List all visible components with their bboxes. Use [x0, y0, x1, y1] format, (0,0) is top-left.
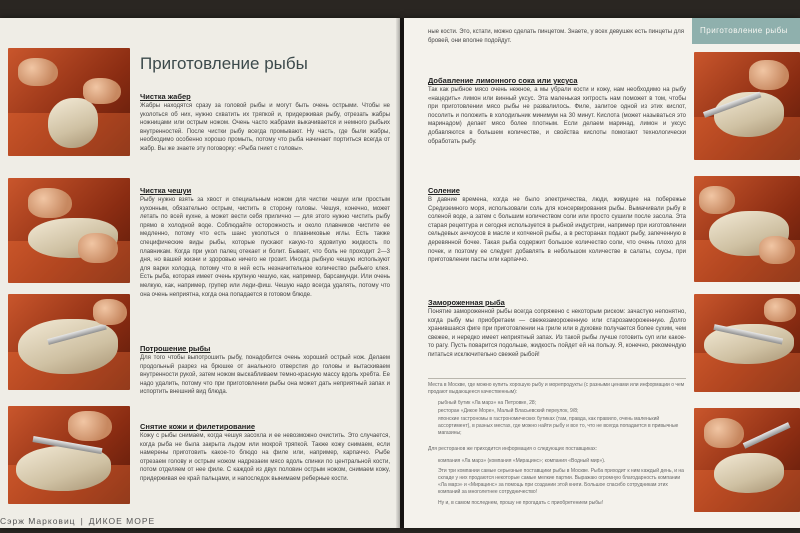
photo-gills-removal — [8, 48, 130, 156]
note-item-1: рыбный бутик «Ла марэ» на Петровке, 28; — [438, 400, 537, 406]
photo-scaling — [8, 178, 130, 283]
section-heading-lemon: Добавление лимонного сока или уксуса — [428, 76, 578, 85]
section-text-salting: В давние времена, когда не было электричества, люди, живущие на побережье Средиземного моря, использовали соль для консервирования рыбы. Вымачивали рыбу в соленой воде, а затем с большим количеством соли или просто сушили после засола. Эта старая рецептура и сегодня используется в рыбной индустрии, например при изготовлении сельдевых анчоусов в масле и копченой рыбы, а в ресторанах подают рыбу, запеченную в деревянной бочке. Такая рыба содержит большое количество соли, что очень плохо для почек, и поэтому ее следует добавлять в небольшом количестве в салаты, соусы, при приготовлении пасты или карпаччо. — [428, 197, 686, 264]
footer-separator: | — [80, 516, 84, 526]
section-heading-gutting: Потрошение рыбы — [140, 344, 211, 353]
section-text-gutting: Для того чтобы выпотрошить рыбу, понадобится очень хороший острый нож. Делаем продольный разрез на брюшке от анального отверстия до головы и вытаскиваем внутренности рукой, затем ножом выскабливаем темно-красную массу вдоль хребта. Ее надо удалить, потому что при приготовлении рыбы она может дать неприятный запах и испортить внешний вид блюда. — [140, 355, 390, 396]
section-heading-salting: Соление — [428, 186, 460, 195]
photo-filleting — [8, 294, 130, 390]
photo-right-2 — [694, 176, 800, 282]
note-item-3: японские гастрономы в гастрономических бутиках (там, правда, как правило, очень маленький ассортимент), в разных местах, где можно найти рыбу и все то, что не всегда попадается в привычные магазины; — [438, 416, 679, 436]
note-intro: Места в Москве, где можно купить хорошую рыбу и морепродукты (с разными ценами или информации о чем продают выдающееся качественным): — [428, 382, 685, 395]
page-title: Приготовление рыбы — [140, 54, 308, 73]
page-footer — [0, 516, 155, 526]
note-final: Ну и, в самом последнем, прошу не прогадать с приобретением рыбы! — [438, 500, 604, 506]
section-text-lemon: Так как рыбное мясо очень нежное, а мы убрали кости и кожу, нам необходимо на рыбу «нацедить» лимон или винный уксус. Эта маленькая хитрость нам поможет в том, чтобы при приготовлении мясо рыбы не развалилось. Филе, залитое одной из этих кислот, посолить и положить в холодильник минимум на 30 минут. Кислота (может называться это маринадом) делает мясо более плотным. Если делаем маринад, лимон и уксус добавляются в большем количестве, и свойства кислоты помогают технологически обработать рыбу. — [428, 87, 686, 145]
left-page — [0, 18, 400, 528]
footer-book-title: ДИКОЕ МОРЕ — [88, 516, 156, 526]
note-supplier-list: компания «Ла марэ» (компания «Мирацинс»; компания «Водный мир»). — [438, 458, 606, 464]
photo-right-3 — [694, 294, 800, 392]
section-heading-scaling: Чистка чешуи — [140, 186, 192, 195]
section-heading-gills: Чистка жабер — [140, 92, 191, 101]
section-text-gills: Жабры находятся сразу за головой рыбы и могут быть очень острыми. Чтобы не уколоться об них, нужно схватить их тряпкой и, придерживая рыбу, отрезать жабры ножницами или острым ножом. Очень часто жабрами выкачивается и немного рыбьих внутренностей. После чистки рыбу всегда промывают. Ну часть, где были жабры, необходимо особенно хорошо промыть, потому что рыба начинает портиться всегда от жабр. Вы же знаете эту поговорку: «Рыба гниет с головы». — [140, 103, 390, 152]
section-heading-skinning: Снятие кожи и филетирование — [140, 422, 256, 431]
section-text-scaling: Рыбу нужно взять за хвост и специальным ножом для чистки чешуи или простым кухонным, обязательно острым, чистить в сторону головы. Чешуя, конечно, может летать по всей кухне, а может вести себя прилично — для этого нужно чистить рыбу прямо в холодной воде. Соблюдайте осторожность и около плавников чистите ее медленно, потому что есть шанс уколоться о плавниковые иглы. Есть также специфические виды рыбы, которые пускают какую-то ядовитую жидкость по плавникам. Когда при укол палец отекает и болит. Бывает, что боль не проходит 2—3 дня, но вашей жизни и здоровью ничего не грозит. Иногда рыбную чешую используют для варки холодца, потому что в ней есть незначительное количество рыбьего клея. Есть рыба, которая имеет очень крупную чешую, как, например, барсамунди. Или очень мелкую, как, например, групер или леди-фиш. Чешую надо всегда удалять, потому что она очень неприятна, когда она попадается в готовом блюде. — [140, 197, 390, 298]
photo-right-4 — [694, 408, 800, 512]
notes-divider — [428, 378, 686, 379]
note-item-2: ресторан «Дикое Море», Малый Власьевский переулок, 9/8; — [438, 408, 579, 414]
photo-skinning — [8, 406, 130, 504]
section-text-skinning: Кожу с рыбы снимаем, когда чешуя засохла и ее невозможно очистить. Это случается, когда рыба не была закрыта льдом или мокрой тряпкой. Также кожу снимаем, если намерены приготовить какое-то блюдо на филе или, например, карпаччо. Рыбе отрезаем голову и острым ножом надрезаем мясо вдоль спинки по центральной кости, потом отделяем от нее филе. С каждой из двух половин острым ножом, снимаем кожу, придерживая ее край пальцами, и напоследок вынимаем реберные кости. — [140, 433, 390, 482]
intro-text: ные кости. Это, кстати, можно сделать пинцетом. Знаете, у всех девушек есть пинцеты для бровей, они вполне подойдут. — [428, 29, 684, 44]
photo-right-1 — [694, 52, 800, 160]
footer-author: Сэрж Марковиц — [0, 516, 76, 526]
section-text-frozen: Понятие замороженной рыбы всегда сопряжено с некоторым риском: зачастую непонятно, когда рыбу мы приобретаем — свежезамороженную или старозамороженную. Долго хранившаяся фиге при приготовлении на гриле или в духовке получается более сухим, чем свежее, и нередко имеет неприятный запах. Из такой рыбы лучше готовить суп или какое-то рагу. Пусть поварится подольше, жидкость пойдет ей на пользу. Я, конечно, рекомендую питаться исключительно свежей рыбой! — [428, 309, 686, 358]
running-header: Приготовление рыбы — [692, 18, 800, 44]
right-page — [404, 18, 800, 528]
note-suppliers: Для ресторанов же приходится информация о следующих поставщиках: — [428, 446, 598, 452]
note-thanks: Эти три компании самые серьезные поставщики рыбы в Москве. Рыба приходит к ним каждый день, и на складе у них продаются некоторые самые мелкие партии. Выражаю огромную благодарность компании «Ла марэ» и «Мирацинс» за помощь при создании этой книги. Большое спасибо сотрудникам этих компаний за многолетнее сотрудничество! — [438, 468, 684, 495]
section-heading-frozen: Замороженная рыба — [428, 298, 505, 307]
